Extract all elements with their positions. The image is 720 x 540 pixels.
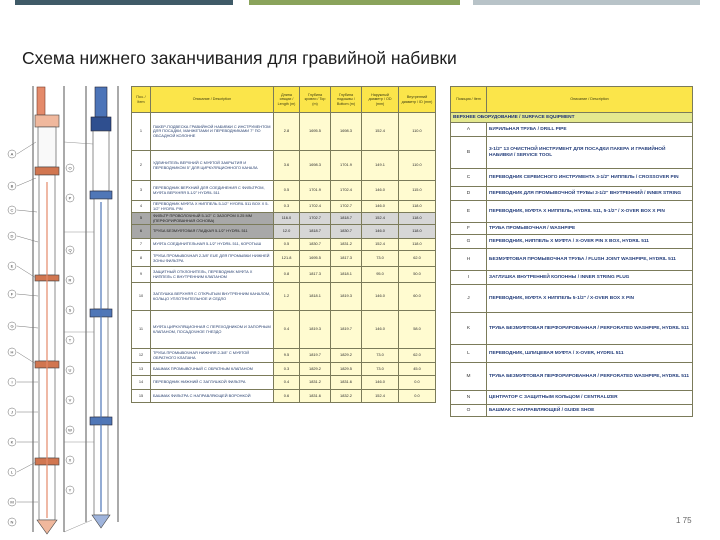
item-od: 152.4 (362, 113, 399, 151)
item-top: 1695.5 (300, 113, 331, 151)
item-letter: N (451, 391, 487, 405)
item-len: 0.4 (274, 311, 300, 349)
item-id: 118.0 (399, 213, 436, 225)
item-len: 0.3 (274, 201, 300, 213)
header-bar-slate (15, 0, 233, 5)
table-row (132, 311, 436, 349)
item-description: ТРУБА ПРОМЫВОЧНАЯ НИЖНЯЯ 2-3/8" С МУФТОЙ ОБРАТНОГО КЛАПАНА (151, 349, 274, 363)
item-description: ПЕРЕВОДНИК, МУФТА X НИППЕЛЬ 5-1/2" / X-OVER BOX X PIN (487, 285, 693, 313)
item-od: 73.0 (362, 251, 399, 267)
table-row (132, 283, 436, 311)
item-len: 0.5 (274, 181, 300, 201)
item-description: БАШМАК С НАПРАВЛЯЮЩЕЙ / GUIDE SHOE (487, 405, 693, 417)
item-od: 152.4 (362, 239, 399, 251)
item-od: 95.0 (362, 267, 399, 283)
table-row (451, 169, 693, 187)
callout-label: I (11, 379, 13, 385)
item-id: 0.0 (399, 390, 436, 403)
table-row (451, 137, 693, 169)
item-description: ПЕРЕВОДНИК ВЕРХНИЙ ДЛЯ СОЕДИНЕНИЯ С ФИЛЬТРОМ, МУФТА ВЕРХНЯЯ 5-1/2" HYDRIL 511 (151, 181, 274, 201)
item-letter: C (451, 169, 487, 187)
item-description: УДЛИНИТЕЛЬ ВЕРХНИЙ С МУФТОЙ ЗАКРЫТИЯ И ПЕРЕВОДНИКОМ 5" ДЛЯ ЦИРКУЛЯЦИОННОГО КАНАЛА (151, 151, 274, 181)
item-top: 1701.9 (300, 181, 331, 201)
item-id: 60.0 (399, 283, 436, 311)
item-top: 1830.7 (300, 239, 331, 251)
table-row (451, 201, 693, 223)
table-row (451, 271, 693, 285)
callout-label: A (10, 151, 14, 157)
item-bot: 1819.3 (331, 283, 362, 311)
item-bot: 1829.2 (331, 349, 362, 363)
table-row (132, 113, 436, 151)
item-letter: A (451, 123, 487, 137)
callout-label: W (68, 427, 72, 433)
item-letter: O (451, 405, 487, 417)
item-id: 118.0 (399, 201, 436, 213)
item-number: 6 (132, 225, 151, 239)
item-description: ПАКЕР-ПОДВЕСКА ГРАВИЙНОЙ НАБИВКИ С ИНСТРУМЕНТОМ ДЛЯ ПОСАДКИ, МАНЖЕТАМИ И ПЕРЕВОДНИКАМИ 7" ПО ОБСАДНОЙ КОЛОННЕ (151, 113, 274, 151)
item-od: 146.0 (362, 181, 399, 201)
item-od: 149.1 (362, 151, 399, 181)
item-description: ТРУБА ПРОМЫВОЧНАЯ 2-3/8" EUE ДЛЯ ПРОМЫВКИ НИЖНЕЙ ЗОНЫ ФИЛЬТРА (151, 251, 274, 267)
item-od: 73.0 (362, 363, 399, 376)
item-letter: B (451, 137, 487, 169)
item-bot: 1831.2 (331, 239, 362, 251)
table-row (132, 363, 436, 376)
item-number: 5 (132, 213, 151, 225)
callout-label: F (10, 291, 14, 297)
item-len: 121.8 (274, 251, 300, 267)
callout-label: S (68, 307, 72, 313)
item-top: 1695.5 (300, 251, 331, 267)
callout-label: Q (68, 247, 72, 253)
item-od: 152.4 (362, 213, 399, 225)
item-od: 146.0 (362, 311, 399, 349)
table-row (132, 376, 436, 390)
table-row (132, 267, 436, 283)
item-description: ТРУБА ПРОМЫВОЧНАЯ / WASHPIPE (487, 223, 693, 235)
header-bar-grey (473, 0, 700, 5)
callout-label: M (10, 499, 14, 505)
callout-label: B (10, 183, 14, 189)
table-row (451, 123, 693, 137)
item-len: 12.0 (274, 225, 300, 239)
item-description: ПЕРЕВОДНИК МУФТА Х НИППЕЛЬ 5-1/2" HYDRIL 511 BOX X 5-1/2" HYDRIL PIN (151, 201, 274, 213)
item-bot: 1702.7 (331, 201, 362, 213)
item-len: 2.8 (274, 113, 300, 151)
callout-label: U (68, 367, 72, 373)
item-number: 13 (132, 363, 151, 376)
table-row (451, 345, 693, 363)
item-id: 45.0 (399, 363, 436, 376)
item-bot: 1829.5 (331, 363, 362, 376)
item-len: 0.8 (274, 267, 300, 283)
item-description: ЦЕНТРАТОР С ЗАЩИТНЫМ КОЛЬЦОМ / CENTRALIZER (487, 391, 693, 405)
table-row (132, 213, 436, 225)
table-row (132, 151, 436, 181)
left-header-cell: Длина секции / Length (m) (274, 87, 300, 113)
completion-schematic (0, 82, 130, 540)
table-row (451, 391, 693, 405)
item-len: 0.4 (274, 376, 300, 390)
item-top: 1817.3 (300, 267, 331, 283)
item-number: 14 (132, 376, 151, 390)
table-row (451, 405, 693, 417)
table-row (132, 181, 436, 201)
item-number: 2 (132, 151, 151, 181)
item-id: 118.0 (399, 225, 436, 239)
table-row (451, 249, 693, 271)
item-top: 1831.2 (300, 376, 331, 390)
item-top: 1819.7 (300, 349, 331, 363)
item-id: 62.0 (399, 251, 436, 267)
item-id: 50.0 (399, 267, 436, 283)
section-title: ВЕРХНЕЕ ОБОРУДОВАНИЕ / SURFACE EQUIPMENT (451, 113, 693, 123)
item-description: ПЕРЕВОДНИК СЕРВИСНОГО ИНСТРУМЕНТА 3-1/2" НИППЕЛЬ / CROSSOVER PIN (487, 169, 693, 187)
item-id: 0.0 (399, 376, 436, 390)
item-letter: D (451, 187, 487, 201)
item-bot: 1819.7 (331, 311, 362, 349)
table-row (451, 313, 693, 345)
table-row (132, 239, 436, 251)
table-row (132, 225, 436, 239)
item-bot: 1831.6 (331, 376, 362, 390)
section-row (451, 113, 693, 123)
left-parts-table (131, 86, 436, 403)
left-header-cell: Описание / Description (151, 87, 274, 113)
item-description: ПЕРЕВОДНИК, МУФТА X НИППЕЛЬ, HYDRIL 511, 5-1/2" / X-OVER BOX X PIN (487, 201, 693, 223)
item-id: 58.0 (399, 311, 436, 349)
item-letter: I (451, 271, 487, 285)
callout-label: G (10, 323, 14, 329)
item-letter: H (451, 249, 487, 271)
page-number: 1 75 (676, 516, 692, 525)
right-table-header (451, 87, 693, 113)
item-od: 146.0 (362, 201, 399, 213)
table-row (132, 251, 436, 267)
callout-label: X (68, 457, 72, 463)
right-header-cell: Позиция / Item (451, 87, 487, 113)
item-len: 0.5 (274, 239, 300, 251)
item-description: ТРУБА БЕЗМУФТОВАЯ ГЛАДКАЯ 5-1/2" HYDRIL 511 (151, 225, 274, 239)
table-row (451, 285, 693, 313)
item-description: ЗАЩИТНЫЙ ОТКЛОНИТЕЛЬ, ПЕРЕВОДНИК МУФТА Х НИППЕЛЬ С ВНУТРЕННИМ КЛАПАНОМ (151, 267, 274, 283)
item-top: 1831.6 (300, 390, 331, 403)
right-parts-table (450, 86, 693, 417)
item-number: 3 (132, 181, 151, 201)
callout-label: Y (68, 487, 72, 493)
item-len: 3.6 (274, 151, 300, 181)
item-od: 146.0 (362, 283, 399, 311)
item-top: 1829.2 (300, 363, 331, 376)
item-top: 1702.4 (300, 201, 331, 213)
item-letter: J (451, 285, 487, 313)
item-od: 146.0 (362, 376, 399, 390)
left-header-cell: Наружный диаметр / OD (mm) (362, 87, 399, 113)
left-header-cell: Глубина кровли / Top (m) (300, 87, 331, 113)
item-description: ЗАГЛУШКА ВЕРХНЯЯ С ОТКРЫТЫМ ВНУТРЕННИМ КАНАЛОМ, КОЛЬЦО УПЛОТНИТЕЛЬНОЕ И СЕДЛО (151, 283, 274, 311)
item-number: 4 (132, 201, 151, 213)
item-description: ЗАГЛУШКА ВНУТРЕННЕЙ КОЛОННЫ / INNER STRING PLUG (487, 271, 693, 285)
item-number: 7 (132, 239, 151, 251)
item-bot: 1830.7 (331, 225, 362, 239)
item-description: ПЕРЕВОДНИК, ШЛИЦЕВАЯ МУФТА / X-OVER, HYDRIL 511 (487, 345, 693, 363)
page-title: Схема нижнего заканчивания для гравийной набивки (22, 48, 457, 68)
callout-label: K (10, 439, 14, 445)
item-od: 152.4 (362, 390, 399, 403)
item-number: 12 (132, 349, 151, 363)
item-len: 116.0 (274, 213, 300, 225)
item-bot: 1818.1 (331, 267, 362, 283)
right-header-cell: Описание / Description (487, 87, 693, 113)
item-id: 115.0 (399, 181, 436, 201)
header-bar-green (249, 0, 460, 5)
callout-label: H (10, 349, 14, 355)
callout-label: J (11, 409, 13, 415)
item-letter: F (451, 223, 487, 235)
item-len: 1.2 (274, 283, 300, 311)
item-bot: 1818.7 (331, 213, 362, 225)
item-letter: E (451, 201, 487, 223)
table-row (451, 187, 693, 201)
item-description: ТРУБА БЕЗМУФТОВАЯ ПЕРФОРИРОВАННАЯ / PERFORATED WASHPIPE, HYDRIL 511 (487, 363, 693, 391)
item-number: 8 (132, 251, 151, 267)
item-number: 15 (132, 390, 151, 403)
callout-label: C (10, 207, 14, 213)
item-len: 9.5 (274, 349, 300, 363)
item-number: 9 (132, 267, 151, 283)
callout-label: E (10, 263, 14, 269)
item-description: БАШМАК ПРОМЫВОЧНЫЙ С ОБРАТНЫМ КЛАПАНОМ (151, 363, 274, 376)
item-top: 1818.7 (300, 225, 331, 239)
callout-label: R (68, 277, 72, 283)
left-header-cell: Внутренний диаметр / ID (mm) (399, 87, 436, 113)
item-description: БАШМАК ФИЛЬТРА С НАПРАВЛЯЮЩЕЙ ВОРОНКОЙ (151, 390, 274, 403)
item-description: БУРИЛЬНАЯ ТРУБА / DRILL PIPE (487, 123, 693, 137)
table-row (132, 201, 436, 213)
item-letter: K (451, 313, 487, 345)
item-id: 110.0 (399, 113, 436, 151)
item-bot: 1817.3 (331, 251, 362, 267)
table-row (451, 363, 693, 391)
item-bot: 1832.2 (331, 390, 362, 403)
table-row (132, 390, 436, 403)
item-number: 1 (132, 113, 151, 151)
left-header-cell: Поз. / Item (132, 87, 151, 113)
left-table-header (132, 87, 436, 113)
item-od: 73.0 (362, 349, 399, 363)
left-header-cell: Глубина подошвы / Bottom (m) (331, 87, 362, 113)
item-id: 62.0 (399, 349, 436, 363)
table-row (132, 349, 436, 363)
item-description: ПЕРЕВОДНИК НИЖНИЙ С ЗАГЛУШКОЙ ФИЛЬТРА (151, 376, 274, 390)
item-description: БЕЗМУФТОВАЯ ПРОМЫВОЧНАЯ ТРУБА / FLUSH JOINT WASHPIPE, HYDRIL 511 (487, 249, 693, 271)
item-description: ПЕРЕВОДНИК ДЛЯ ПРОМЫВОЧНОЙ ТРУБЫ 3-1/2" ВНУТРЕННИЙ / INNER STRING (487, 187, 693, 201)
callout-label: L (10, 469, 14, 475)
item-bot: 1698.3 (331, 113, 362, 151)
callout-label: P (68, 195, 72, 201)
item-number: 11 (132, 311, 151, 349)
item-description: ПЕРЕВОДНИК, НИППЕЛЬ X МУФТА / X-OVER PIN X BOX, HYDRIL 511 (487, 235, 693, 249)
item-number: 10 (132, 283, 151, 311)
item-id: 110.0 (399, 151, 436, 181)
item-description: 3-1/2" 13 ОЧИСТНОЙ ИНСТРУМЕНТ ДЛЯ ПОСАДКИ ПАКЕРА И ГРАВИЙНОЙ НАБИВКИ / SERVICE TOOL (487, 137, 693, 169)
item-top: 1698.3 (300, 151, 331, 181)
item-len: 0.3 (274, 363, 300, 376)
item-top: 1819.3 (300, 311, 331, 349)
item-description: ФИЛЬТР ПРОВОЛОЧНЫЙ 5-1/2" С ЗАЗОРОМ 0.25 ММ (ПЕРФОРИРОВАННАЯ ОСНОВА) (151, 213, 274, 225)
item-letter: L (451, 345, 487, 363)
item-bot: 1702.4 (331, 181, 362, 201)
item-bot: 1701.9 (331, 151, 362, 181)
callout-label: V (68, 397, 72, 403)
item-description: МУФТА ЦИРКУЛЯЦИОННАЯ С ПЕРЕХОДНИКОМ И ЗАПОРНЫМ КЛАПАНОМ, ПОСАДОЧНОЕ ГНЕЗДО (151, 311, 274, 349)
item-top: 1818.1 (300, 283, 331, 311)
item-id: 118.0 (399, 239, 436, 251)
callout-label: D (10, 233, 14, 239)
item-letter: G (451, 235, 487, 249)
table-row (451, 223, 693, 235)
item-top: 1702.7 (300, 213, 331, 225)
item-description: ТРУБА БЕЗМУФТОВАЯ ПЕРФОРИРОВАННАЯ / PERFORATED WASHPIPE, HYDRIL 511 (487, 313, 693, 345)
callout-label: T (68, 337, 72, 343)
item-len: 0.6 (274, 390, 300, 403)
callout-label: O (68, 165, 72, 171)
item-od: 146.0 (362, 225, 399, 239)
item-letter: M (451, 363, 487, 391)
callout-label: N (10, 519, 14, 525)
table-row (451, 235, 693, 249)
item-description: МУФТА СОЕДИНИТЕЛЬНАЯ 5-1/2" HYDRIL 511, КОРОТЫШ (151, 239, 274, 251)
